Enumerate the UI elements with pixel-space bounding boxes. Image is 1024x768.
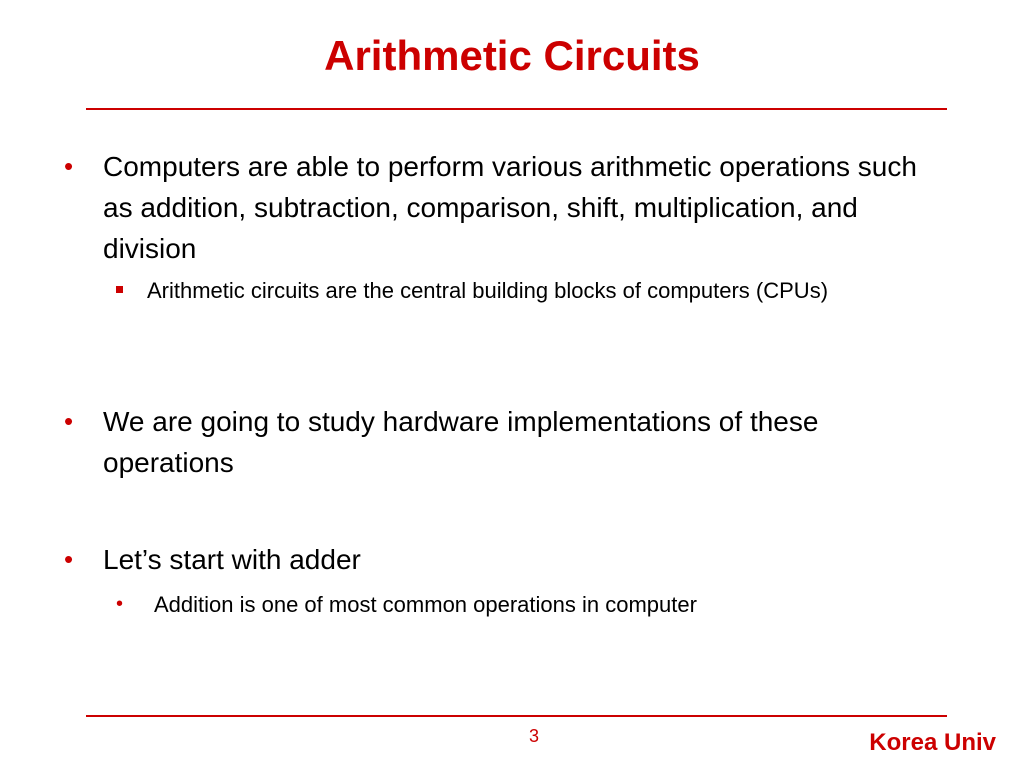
- footer-brand: Korea Univ: [869, 729, 996, 756]
- sub-bullet-text: Addition is one of most common operations in computer: [154, 592, 697, 617]
- square-bullet-icon: [116, 286, 123, 293]
- bullet-marker: •: [64, 544, 74, 574]
- bullet-text: Let’s start with adder: [103, 544, 361, 575]
- footer-divider: [86, 715, 947, 717]
- title-divider: [86, 108, 947, 110]
- bullet-text: Computers are able to perform various arithmetic operations such as addition, subtraction, comparison, shift, multiplication, and division: [103, 151, 917, 264]
- bullet-marker: •: [64, 406, 74, 436]
- sub-bullet-item-1: [116, 274, 946, 344]
- page-number: 3: [528, 726, 539, 746]
- bullet-text: We are going to study hardware implementations of these operations: [103, 406, 819, 478]
- bullet-item-2: [64, 401, 944, 485]
- bullet-marker: •: [64, 151, 74, 181]
- bullet-item-3: [64, 539, 944, 581]
- sub-bullet-item-2: [116, 588, 946, 621]
- slide-title: Arithmetic Circuits: [324, 32, 700, 79]
- sub-bullet-text: Arithmetic circuits are the central building blocks of computers (CPUs): [147, 278, 829, 303]
- bullet-item-1: [64, 146, 944, 270]
- bullet-marker: •: [116, 593, 124, 615]
